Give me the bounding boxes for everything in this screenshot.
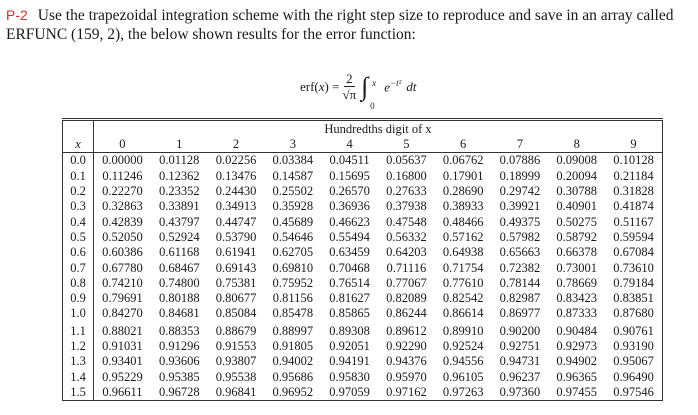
erf-value-cell: 0.92051 [329, 339, 370, 353]
erf-value-cell: 0.93807 [215, 354, 257, 369]
erf-value-cell: 0.88997 [272, 323, 314, 338]
erf-value-cell: 0.97360 [499, 384, 541, 399]
erf-value-cell: 0.96841 [215, 384, 257, 399]
erf-value-cell: 0.94376 [386, 354, 427, 369]
erf-value-cell: 0.94191 [329, 354, 370, 369]
erf-value-cell: 0.79691 [102, 291, 143, 306]
table-row [63, 369, 663, 384]
erf-value-cell: 0.35928 [272, 199, 314, 214]
erf-value-cell: 0.14587 [272, 168, 314, 183]
column-header-row [63, 137, 663, 153]
erf-value-cell: 0.15695 [329, 168, 370, 183]
column-header: 8 [548, 137, 605, 153]
erf-value-cell: 0.58792 [556, 229, 598, 244]
erf-value-cell: 0.83423 [556, 291, 598, 306]
erf-value-cell: 0.97263 [442, 384, 484, 399]
erf-value-cell: 0.43797 [158, 214, 200, 229]
erf-value-cell: 0.36936 [329, 199, 370, 214]
table-row [63, 306, 663, 321]
erf-value-cell: 0.95538 [215, 369, 257, 384]
erf-value-cell: 0.16800 [386, 168, 427, 183]
table-row [63, 291, 663, 306]
erf-value-cell: 0.78669 [556, 275, 598, 290]
formula-fraction [342, 72, 356, 102]
erf-value-cell: 0.49375 [499, 214, 541, 229]
erf-value-cell: 0.86614 [442, 306, 484, 321]
erf-value-cell: 0.95686 [272, 369, 314, 384]
erf-value-cell: 0.73610 [613, 260, 654, 275]
erf-value-cell: 0.69143 [215, 260, 257, 275]
erf-value-cell: 0.13476 [215, 168, 257, 183]
column-header: 6 [435, 137, 492, 153]
erf-value-cell: 0.26570 [329, 184, 370, 199]
erf-value-cell: 0.52924 [158, 229, 200, 244]
x-value: 1.2 [63, 339, 94, 354]
erf-value-cell: 0.83851 [613, 291, 654, 306]
erf-value-cell: 0.07886 [499, 153, 541, 168]
erf-value-cell: 0.51167 [613, 214, 654, 229]
x-value: 0.0 [63, 153, 94, 169]
x-value: 0.8 [63, 276, 94, 291]
erf-value-cell: 0.46623 [329, 214, 370, 229]
erf-value-cell: 0.45689 [272, 214, 314, 229]
erf-value-cell: 0.94556 [442, 354, 484, 369]
erf-value-cell: 0.90761 [613, 323, 654, 338]
erf-value-cell: 0.57982 [499, 229, 541, 244]
column-header: 7 [492, 137, 549, 153]
erf-value-cell: 0.76514 [329, 275, 370, 290]
table-row [63, 354, 663, 369]
erf-value-cell: 0.85865 [329, 306, 370, 321]
erf-value-cell: 0.87333 [556, 306, 598, 321]
erf-value-cell: 0.80188 [158, 291, 200, 306]
erf-value-cell: 0.91031 [102, 339, 143, 353]
problem-number: P-2 [6, 7, 28, 23]
erf-value-cell: 0.82987 [499, 291, 541, 306]
erf-value-cell: 0.68467 [158, 260, 200, 275]
erf-value-cell: 0.96365 [556, 369, 598, 384]
erf-value-cell: 0.60386 [102, 245, 143, 260]
erf-value-cell: 0.93401 [102, 354, 143, 369]
erf-value-cell: 0.50275 [556, 214, 598, 229]
integral-upper-limit: x [372, 78, 377, 88]
erf-value-cell: 0.82542 [442, 291, 484, 306]
erf-value-cell: 0.01128 [159, 153, 200, 168]
erf-value-cell: 0.11246 [102, 168, 143, 183]
erf-value-cell: 0.53790 [215, 229, 257, 244]
x-header: x [63, 137, 94, 153]
erf-value-cell: 0.37938 [386, 199, 427, 214]
erf-value-cell: 0.32863 [102, 199, 143, 214]
problem-statement [6, 6, 696, 44]
table-row [63, 385, 663, 401]
table-row [63, 230, 663, 245]
x-value: 1.1 [63, 322, 94, 339]
erf-value-cell: 0.74800 [158, 275, 200, 290]
erf-value-cell: 0.94731 [499, 354, 541, 369]
x-value: 1.4 [63, 369, 94, 384]
x-value: 0.6 [63, 245, 94, 260]
fraction-numerator: 2 [346, 71, 353, 86]
column-header: 3 [264, 137, 321, 153]
table-row [63, 199, 663, 214]
erf-value-cell: 0.97546 [613, 384, 654, 399]
erf-value-cell: 0.94902 [556, 354, 598, 369]
table-row [63, 245, 663, 260]
erf-value-cell: 0.88021 [102, 323, 143, 338]
erf-value-cell: 0.88353 [158, 323, 200, 338]
erf-value-cell: 0.31828 [613, 184, 654, 199]
erf-value-cell: 0.71754 [442, 260, 484, 275]
erf-value-cell: 0.48466 [442, 214, 484, 229]
erf-value-cell: 0.85084 [215, 306, 257, 321]
erf-value-cell: 0.82089 [386, 291, 427, 306]
erf-value-cell: 0.95970 [386, 369, 427, 384]
erf-value-cell: 0.67084 [613, 245, 654, 260]
erf-value-cell: 0.28690 [442, 184, 484, 199]
erf-value-cell: 0.59594 [613, 229, 654, 244]
erf-value-cell: 0.90200 [499, 323, 541, 338]
column-header: 1 [151, 137, 208, 153]
erf-table [62, 118, 663, 401]
erf-value-cell: 0.75381 [215, 275, 257, 290]
erf-value-cell: 0.91553 [215, 339, 257, 353]
erf-value-cell: 0.80677 [215, 291, 257, 306]
table-row [63, 276, 663, 291]
erf-value-cell: 0.95830 [329, 369, 370, 384]
erf-value-cell: 0.44747 [215, 214, 257, 229]
x-value: 0.3 [63, 199, 94, 214]
column-header: 5 [378, 137, 435, 153]
integral-sign: ∫ x 0 [361, 74, 368, 100]
erf-value-cell: 0.66378 [556, 245, 598, 260]
erf-value-cell: 0.91296 [158, 339, 200, 353]
erf-value-cell: 0.56332 [386, 229, 427, 244]
erf-value-cell: 0.18999 [499, 168, 541, 183]
erf-value-cell: 0.05637 [386, 153, 427, 168]
column-header: 9 [605, 137, 662, 153]
erf-value-cell: 0.94002 [272, 354, 314, 369]
erf-value-cell: 0.63459 [329, 245, 370, 260]
erf-value-cell: 0.57162 [442, 229, 484, 244]
erf-value-cell: 0.33891 [158, 199, 200, 214]
erf-value-cell: 0.96490 [613, 369, 654, 384]
erf-value-cell: 0.62705 [272, 245, 314, 260]
erf-value-cell: 0.61168 [159, 245, 200, 260]
erf-value-cell: 0.17901 [442, 168, 484, 183]
erf-value-cell: 0.21184 [613, 168, 654, 183]
x-value: 1.5 [63, 385, 94, 401]
erf-value-cell: 0.96237 [499, 369, 541, 384]
erf-value-cell: 0.72382 [499, 260, 541, 275]
group-header-row [63, 120, 663, 138]
erf-value-cell: 0.96728 [158, 384, 200, 399]
erf-value-cell: 0.97162 [386, 384, 427, 399]
erf-value-cell: 0.75952 [272, 275, 314, 290]
erf-value-cell: 0.96611 [102, 384, 143, 399]
erf-value-cell: 0.09008 [556, 153, 598, 168]
table-row [63, 260, 663, 275]
x-value: 0.5 [63, 230, 94, 245]
erf-value-cell: 0.00000 [102, 153, 143, 168]
problem-text: Use the trapezoidal integration scheme with the right step size to reproduce and save in an array called ERFUNC (159, 2), the below shown results for the error function: [6, 7, 674, 43]
erf-value-cell: 0.87680 [613, 306, 654, 321]
erf-value-cell: 0.95067 [613, 354, 654, 369]
column-header: 4 [321, 137, 378, 153]
erf-value-cell: 0.02256 [215, 153, 257, 168]
erf-value-cell: 0.12362 [158, 168, 200, 183]
erf-value-cell: 0.03384 [272, 153, 314, 168]
erf-value-cell: 0.34913 [215, 199, 257, 214]
formula-lhs: erf(x) = [300, 79, 340, 94]
erf-value-cell: 0.91805 [272, 339, 314, 353]
erf-value-cell: 0.77610 [442, 275, 484, 290]
erf-value-cell: 0.92290 [386, 339, 427, 353]
erf-value-cell: 0.78144 [499, 275, 541, 290]
table-row [63, 322, 663, 339]
erf-value-cell: 0.64938 [442, 245, 484, 260]
group-header: Hundredths digit of x [324, 121, 432, 136]
integrand: $e^{-t^2}$ [384, 78, 402, 95]
erf-value-cell: 0.10128 [613, 153, 654, 168]
erf-value-cell: 0.20094 [556, 168, 598, 183]
x-value: 0.9 [63, 291, 94, 306]
erf-value-cell: 0.55494 [329, 229, 370, 244]
table-row [63, 153, 663, 169]
table-row [63, 214, 663, 229]
erf-value-cell: 0.88679 [215, 323, 257, 338]
column-header: 0 [94, 137, 151, 153]
column-header: 2 [208, 137, 265, 153]
erf-value-cell: 0.40901 [556, 199, 598, 214]
erf-value-cell: 0.64203 [386, 245, 427, 260]
erf-value-cell: 0.39921 [499, 199, 541, 214]
erf-value-cell: 0.42839 [102, 214, 143, 229]
erf-value-cell: 0.95229 [102, 369, 143, 384]
erf-value-cell: 0.38933 [442, 199, 484, 214]
erf-value-cell: 0.04511 [329, 153, 370, 168]
erf-value-cell: 0.24430 [215, 184, 257, 199]
erf-value-cell: 0.92973 [556, 339, 598, 353]
erf-value-cell: 0.73001 [556, 260, 598, 275]
erf-value-cell: 0.92751 [499, 339, 541, 353]
erf-value-cell: 0.90484 [556, 323, 598, 338]
erf-value-cell: 0.23352 [158, 184, 200, 199]
erf-value-cell: 0.86977 [499, 306, 541, 321]
erf-value-cell: 0.30788 [556, 184, 598, 199]
erf-value-cell: 0.67780 [102, 260, 143, 275]
erf-value-cell: 0.93606 [158, 354, 200, 369]
erf-value-cell: 0.97059 [329, 384, 370, 399]
erf-value-cell: 0.96952 [272, 384, 314, 399]
erf-value-cell: 0.52050 [102, 229, 143, 244]
erf-value-cell: 0.25502 [272, 184, 314, 199]
erf-value-cell: 0.86244 [386, 306, 427, 321]
erf-value-cell: 0.74210 [102, 275, 143, 290]
table-row [63, 184, 663, 199]
differential: dt [406, 79, 417, 94]
erf-value-cell: 0.89910 [442, 323, 484, 338]
erf-value-cell: 0.29742 [499, 184, 541, 199]
erf-value-cell: 0.54646 [272, 229, 314, 244]
erf-value-cell: 0.85478 [272, 306, 314, 321]
erf-value-cell: 0.47548 [386, 214, 427, 229]
erf-value-cell: 0.89308 [329, 323, 370, 338]
erf-value-cell: 0.97455 [556, 384, 598, 399]
erf-value-cell: 0.61941 [215, 245, 257, 260]
erf-table-body [63, 153, 663, 401]
erf-value-cell: 0.77067 [386, 275, 427, 290]
erf-value-cell: 0.89612 [386, 323, 427, 338]
x-value: 0.1 [63, 169, 94, 184]
x-value: 0.7 [63, 260, 94, 275]
erf-value-cell: 0.65663 [499, 245, 541, 260]
table-row [63, 339, 663, 354]
fraction-denominator: √π [342, 87, 357, 102]
erf-value-cell: 0.81627 [329, 291, 370, 306]
x-value: 1.0 [63, 306, 94, 321]
erf-value-cell: 0.84681 [158, 306, 200, 321]
erf-value-cell: 0.95385 [158, 369, 200, 384]
x-value: 1.3 [63, 354, 94, 369]
erf-value-cell: 0.27633 [386, 184, 427, 199]
table-row [63, 169, 663, 184]
erf-value-cell: 0.06762 [442, 153, 484, 168]
erf-value-cell: 0.93190 [613, 339, 654, 353]
erf-value-cell: 0.71116 [386, 260, 427, 275]
erf-value-cell: 0.41874 [613, 199, 654, 214]
integral-lower-limit: 0 [370, 101, 375, 111]
erf-formula [300, 66, 417, 111]
x-value: 0.2 [63, 184, 94, 199]
erf-value-cell: 0.96105 [442, 369, 484, 384]
erf-value-cell: 0.22270 [102, 184, 143, 199]
erf-value-cell: 0.81156 [272, 291, 313, 306]
x-value: 0.4 [63, 214, 94, 229]
erf-value-cell: 0.79184 [613, 275, 654, 290]
erf-value-cell: 0.84270 [102, 306, 143, 321]
erf-value-cell: 0.69810 [272, 260, 314, 275]
erf-value-cell: 0.92524 [442, 339, 484, 353]
erf-value-cell: 0.70468 [329, 260, 370, 275]
